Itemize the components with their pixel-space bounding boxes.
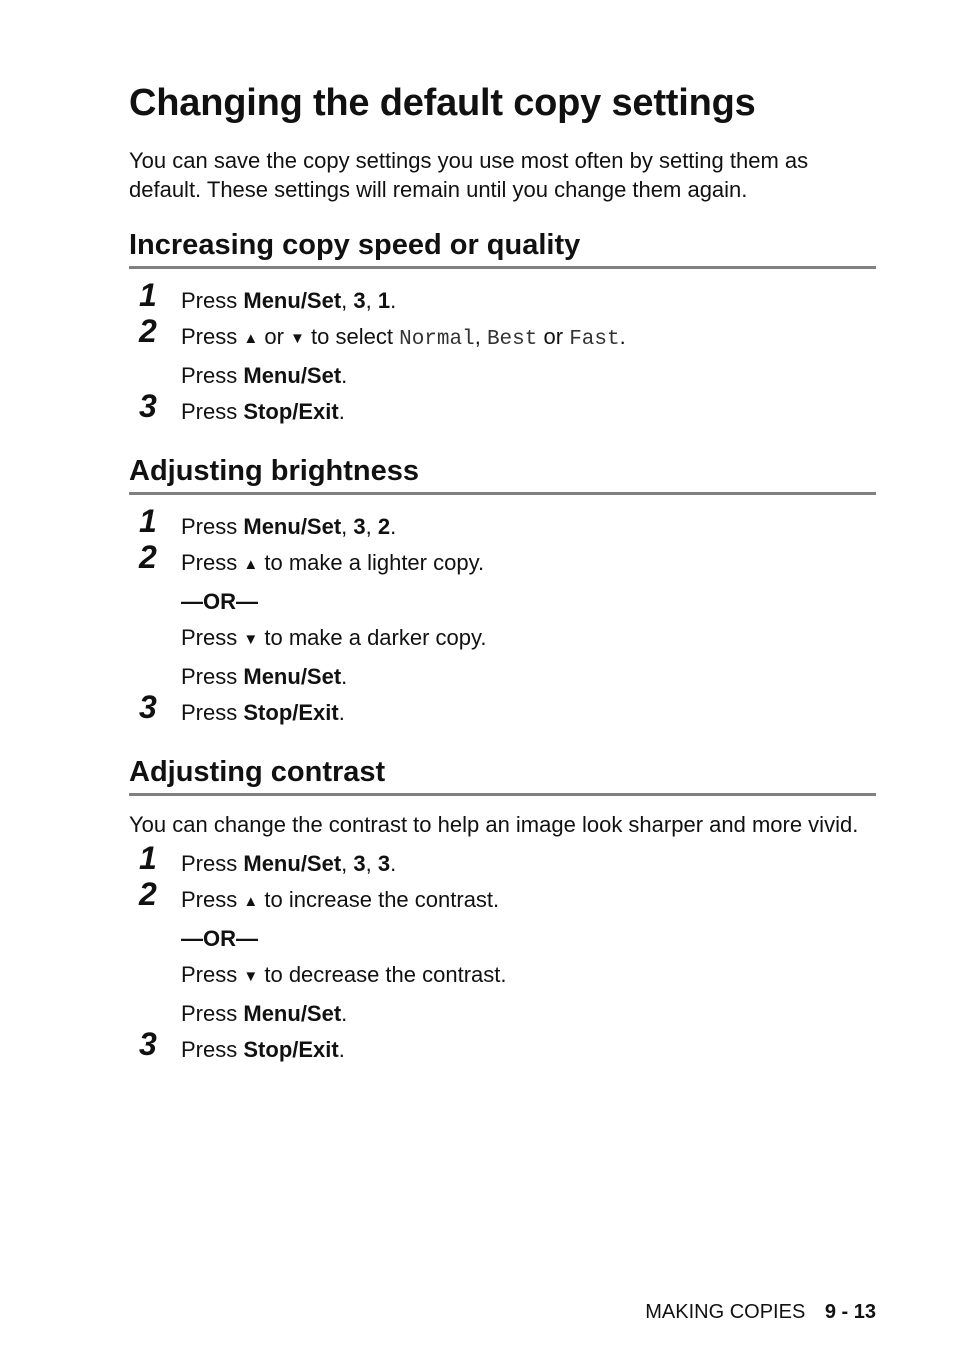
key-menu-set: Menu/Set xyxy=(243,288,342,313)
section-speed-quality xyxy=(129,228,876,430)
step-number: 3 xyxy=(139,388,157,424)
footer-section-name: MAKING COPIES xyxy=(645,1301,806,1323)
option-best: Best xyxy=(486,328,538,351)
section-contrast xyxy=(129,755,876,1068)
page-number: 9 - 13 xyxy=(824,1301,876,1323)
step-3: 3 Press Stop/Exit. xyxy=(139,1026,345,1062)
up-arrow-icon: ▲ xyxy=(243,330,259,347)
section-heading: Adjusting brightness xyxy=(129,454,876,495)
section-heading: Adjusting contrast xyxy=(129,755,876,796)
or-divider: —OR— xyxy=(181,926,258,951)
page-content xyxy=(129,80,876,1068)
down-arrow-icon: ▼ xyxy=(243,968,259,985)
down-arrow-icon: ▼ xyxy=(290,330,305,347)
key: 3 xyxy=(353,514,366,539)
step-2: 2 Press ▲ to make a lighter copy. —OR— Press ▼ to make a darker copy. Press Menu/Set. xyxy=(129,545,876,695)
up-arrow-icon: ▲ xyxy=(243,556,259,573)
step-3: 3 Press Stop/Exit. xyxy=(139,689,345,725)
page-title: Changing the default copy settings xyxy=(129,82,756,124)
key: 3 xyxy=(353,851,366,876)
step-list xyxy=(129,503,876,731)
key: 3 xyxy=(353,288,366,313)
section-brightness xyxy=(129,454,876,731)
step-number: 1 xyxy=(139,503,157,539)
option-normal: Normal xyxy=(399,328,475,351)
section-description: You can change the contrast to help an image look sharper and more vivid. xyxy=(129,812,859,837)
key: 3 xyxy=(377,851,391,876)
step-1: 1 Press Menu/Set, 3, 1. xyxy=(139,277,397,313)
step-number: 2 xyxy=(139,313,157,349)
key-menu-set: Menu/Set xyxy=(243,1001,342,1026)
option-fast: Fast xyxy=(569,328,620,351)
key-menu-set: Menu/Set xyxy=(243,363,342,388)
step-line: Press ▼ to make a darker copy. xyxy=(181,625,487,650)
step-number: 3 xyxy=(139,1026,157,1062)
step-2: 2 Press ▲ or ▼ to select Normal, Best or Fast. Press Menu/Set. xyxy=(129,319,876,394)
intro-paragraph: You can save the copy settings you use most often by setting them as default. These settings will remain until you change them again. xyxy=(129,148,809,202)
key: 1 xyxy=(377,288,391,313)
key-stop-exit: Stop/Exit xyxy=(243,700,339,725)
step-list xyxy=(129,840,876,1068)
step-line: Press Menu/Set. xyxy=(181,363,348,388)
step-number: 3 xyxy=(139,689,157,725)
step-number: 2 xyxy=(139,539,157,575)
page-footer xyxy=(645,1300,876,1324)
up-arrow-icon: ▲ xyxy=(243,893,259,910)
step-line: Press Menu/Set. xyxy=(181,1001,348,1026)
step-3: 3 Press Stop/Exit. xyxy=(139,388,345,424)
step-number: 2 xyxy=(139,876,157,912)
key-menu-set: Menu/Set xyxy=(243,664,342,689)
step-1: 1 Press Menu/Set, 3, 3. xyxy=(139,840,397,876)
step-1: 1 Press Menu/Set, 3, 2. xyxy=(139,503,397,539)
step-line: Press Menu/Set. xyxy=(181,664,348,689)
section-heading: Increasing copy speed or quality xyxy=(129,228,876,269)
step-line: Press ▼ to decrease the contrast. xyxy=(181,962,507,987)
down-arrow-icon: ▼ xyxy=(243,631,259,648)
step-list xyxy=(129,277,876,430)
or-divider: —OR— xyxy=(181,589,258,614)
key-stop-exit: Stop/Exit xyxy=(243,399,339,424)
key-menu-set: Menu/Set xyxy=(243,514,342,539)
step-2: 2 Press ▲ to increase the contrast. —OR— Press ▼ to decrease the contrast. Press Menu/Set. xyxy=(129,882,876,1032)
key: 2 xyxy=(377,514,391,539)
key-stop-exit: Stop/Exit xyxy=(243,1037,339,1062)
key-menu-set: Menu/Set xyxy=(243,851,342,876)
step-number: 1 xyxy=(139,840,157,876)
step-number: 1 xyxy=(139,277,157,313)
